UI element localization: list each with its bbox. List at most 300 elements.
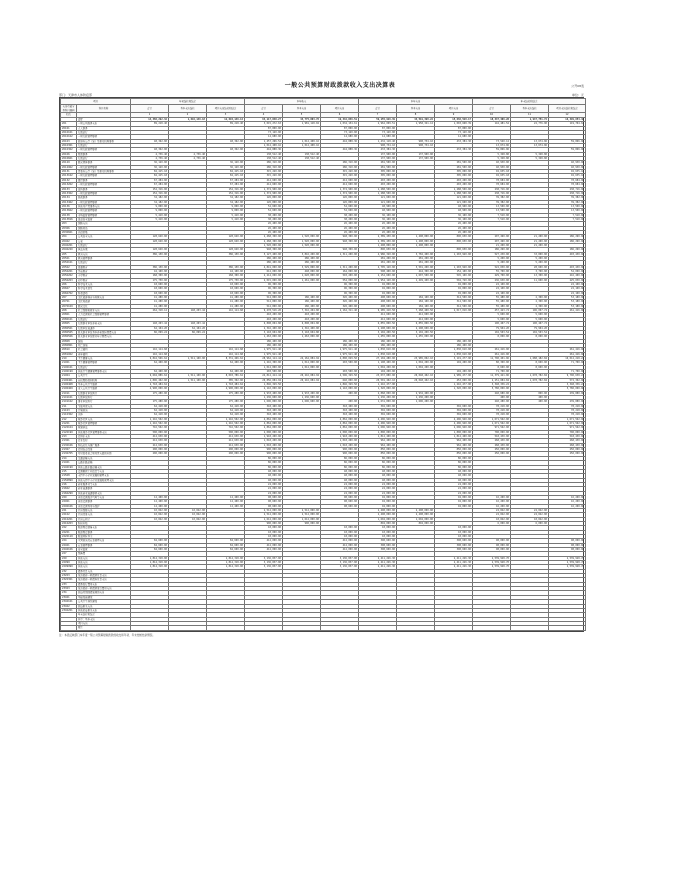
amount-cell: 850,000.00 xyxy=(359,452,397,456)
amount-cell: 1,520,000.00 xyxy=(245,243,283,247)
subject-code: 2130106 xyxy=(61,443,77,447)
subject-code: 210 xyxy=(61,356,77,360)
amount-cell: 13,674.06 xyxy=(473,144,511,148)
amount-cell: 2,862,000.00 xyxy=(245,426,283,430)
amount-cell: 2,015,000.00 xyxy=(245,278,283,282)
subject-code: 2100401 xyxy=(61,378,77,382)
amount-cell: 412,600.00 xyxy=(359,313,397,317)
amount-cell: 4,406,940.00 xyxy=(359,417,397,421)
amount-cell: 73,120.00 xyxy=(245,131,283,135)
amount-cell: 4,990,000.00 xyxy=(131,387,169,391)
amount-cell: 326,400.00 xyxy=(321,304,359,308)
amount-cell: 24,000.00 xyxy=(321,482,359,486)
amount-cell: 239,880.00 xyxy=(549,400,586,404)
amount-cell: 7,316,204.80 xyxy=(283,309,321,313)
amount-cell: 261,416.00 xyxy=(549,348,586,352)
amount-cell: 48,000.00 xyxy=(245,478,283,482)
amount-cell: 403,200.00 xyxy=(435,178,473,182)
amount-cell: 212,630.00 xyxy=(131,439,169,443)
subject-code: 2013402 xyxy=(61,200,77,204)
amount-cell: 4,406,940.00 xyxy=(359,422,397,426)
amount-cell: 9,800.00 xyxy=(131,209,169,213)
column-index: 5 xyxy=(283,113,321,118)
subject-code: 233 xyxy=(61,582,77,586)
amount-cell: 4,406,940.00 xyxy=(435,417,473,421)
subject-code: 20607 xyxy=(61,287,77,291)
amount-cell: 318,400.00 xyxy=(321,409,359,413)
subject-code: 2010302 xyxy=(61,148,77,152)
amount-cell: 1,203,920.00 xyxy=(435,252,473,256)
subject-code: 2080506 xyxy=(61,335,77,339)
subject-code: 20129 xyxy=(61,161,77,165)
amount-cell: 9,800.00 xyxy=(207,204,245,208)
amount-cell: 8,093,786.62 xyxy=(207,374,245,378)
amount-cell: 96,300.00 xyxy=(245,291,283,295)
amount-cell: 9,842,566.62 xyxy=(131,356,169,360)
amount-cell: 186,400.00 xyxy=(283,300,321,304)
amount-cell: 86,000.00 xyxy=(321,465,359,469)
subject-code: 2130705 xyxy=(61,452,77,456)
amount-cell: 121,600.00 xyxy=(435,196,473,200)
amount-cell: 19,342,036.51 xyxy=(321,118,359,122)
header-code: 支出功能分类科目编码 xyxy=(61,105,77,113)
amount-cell: 512,800.00 xyxy=(245,304,283,308)
amount-cell: 13,500.00 xyxy=(549,209,586,213)
amount-cell: 1,012,800.00 xyxy=(245,365,283,369)
amount-cell: 1,216,502.00 xyxy=(207,417,245,421)
amount-cell: 26,400.00 xyxy=(435,226,473,230)
amount-cell: 128,640.00 xyxy=(207,235,245,239)
subject-name: 食品安全监管 xyxy=(77,217,131,221)
amount-cell: 281,500.00 xyxy=(435,161,473,165)
amount-cell: 18,600.00 xyxy=(131,287,169,291)
amount-cell: 18,842.00 xyxy=(511,517,549,521)
amount-cell xyxy=(397,626,435,630)
subject-name: 支持中小企业发展和管理支出 xyxy=(77,474,131,478)
amount-cell: 7,268,400.50 xyxy=(397,309,435,313)
amount-cell: 2,862,000.00 xyxy=(321,426,359,430)
amount-cell: 9,800.00 xyxy=(131,204,169,208)
amount-cell: 92,800.00 xyxy=(359,291,397,295)
amount-cell: 3,529,800.00 xyxy=(283,265,321,269)
header-sub: 项目支出结转和结余 xyxy=(549,105,586,113)
amount-cell: 186,290.00 xyxy=(549,248,586,252)
amount-cell: 138,512.40 xyxy=(283,157,321,161)
amount-cell: 96,300.00 xyxy=(245,287,283,291)
amount-cell: 92,800.00 xyxy=(359,287,397,291)
amount-cell: 412,630.00 xyxy=(131,435,169,439)
amount-cell: 2,000,000.00 xyxy=(245,430,283,434)
amount-cell: 281,500.00 xyxy=(435,165,473,169)
amount-cell: 36,120.00 xyxy=(207,161,245,165)
amount-cell: 250,000.00 xyxy=(549,452,586,456)
amount-cell: 453,000.00 xyxy=(435,378,473,382)
amount-cell: 175,280.00 xyxy=(131,391,169,395)
amount-cell: 16,200.00 xyxy=(549,495,586,499)
amount-cell: 82,415.18 xyxy=(131,174,169,178)
subject-name: 城管执法 xyxy=(77,426,131,430)
amount-cell: 412,000.00 xyxy=(321,548,359,552)
amount-cell: 26,400.00 xyxy=(435,222,473,226)
amount-cell: 1,812,400.00 xyxy=(359,435,397,439)
amount-cell: 314,500.00 xyxy=(435,296,473,300)
amount-cell: 8,331,466.62 xyxy=(207,356,245,360)
subject-name: 一般行政管理事务 xyxy=(77,183,131,187)
amount-cell: 5,348.80 xyxy=(473,152,511,156)
amount-cell: 48,362.00 xyxy=(131,148,169,152)
subject-code: 201 xyxy=(61,122,77,126)
subject-code: 2160299 xyxy=(61,491,77,495)
amount-cell: 400.00 xyxy=(473,396,511,400)
amount-cell: 96,300.00 xyxy=(321,291,359,295)
amount-cell: 82,415.18 xyxy=(131,170,169,174)
amount-cell: 498,600.00 xyxy=(359,300,397,304)
subject-code: 2080801 xyxy=(61,343,77,347)
column-index: 7 xyxy=(359,113,397,118)
amount-cell: 194,200.00 xyxy=(435,361,473,365)
amount-cell: 1,830,610.08 xyxy=(359,348,397,352)
amount-cell: 8,000.00 xyxy=(473,335,511,339)
amount-cell: 554,000.00 xyxy=(321,278,359,282)
amount-cell: 34,182.00 xyxy=(131,196,169,200)
subject-code: 21001 xyxy=(61,361,77,365)
amount-cell: 7,510.00 xyxy=(473,213,511,217)
amount-cell: 4,596,329.50 xyxy=(321,374,359,378)
subject-code: 23402 xyxy=(61,604,77,608)
amount-cell: 168,300.00 xyxy=(131,274,169,278)
amount-cell: 1,216,300.00 xyxy=(245,361,283,365)
amount-cell: 3,118,604.80 xyxy=(245,330,283,334)
subject-code: 20801 xyxy=(61,313,77,317)
amount-cell: 53,180.00 xyxy=(549,304,586,308)
amount-cell: 890,650.00 xyxy=(359,248,397,252)
amount-cell: 38,200.00 xyxy=(321,217,359,221)
amount-cell: 3,118,604.80 xyxy=(283,330,321,334)
amount-cell: 23,037,880.00 xyxy=(359,374,397,378)
amount-cell: 168,300.00 xyxy=(207,274,245,278)
amount-cell: 962,400.00 xyxy=(435,439,473,443)
amount-cell: 102,503.54 xyxy=(473,330,511,334)
amount-cell: 1,018,200.00 xyxy=(245,443,283,447)
amount-cell: 403,200.00 xyxy=(435,183,473,187)
amount-cell: 55,700.00 xyxy=(473,270,511,274)
amount-cell: 314,500.00 xyxy=(435,300,473,304)
subject-code: 224 xyxy=(61,539,77,543)
amount-cell: 1,198,400.00 xyxy=(359,361,397,365)
subject-code: 20134 xyxy=(61,196,77,200)
amount-cell: 281,500.00 xyxy=(359,165,397,169)
amount-cell: 1,814,318.00 xyxy=(207,556,245,560)
amount-cell: 148,203.44 xyxy=(131,322,169,326)
amount-cell: 21,200.00 xyxy=(473,243,511,247)
amount-cell: 16,200.00 xyxy=(473,495,511,499)
amount-cell: 6,000.00 xyxy=(511,521,549,525)
amount-cell: 286,310.00 xyxy=(321,165,359,169)
amount-cell: 1,236,600.00 xyxy=(245,396,283,400)
subject-code: 22401 xyxy=(61,543,77,547)
header-sub: 合计 xyxy=(245,105,283,113)
amount-cell: 1,612,000.00 xyxy=(283,517,321,521)
amount-cell: 326,400.00 xyxy=(321,300,359,304)
amount-cell: 22,100.00 xyxy=(549,287,586,291)
subject-name: 农村综合改革 xyxy=(77,448,131,452)
subject-code: 2210203 xyxy=(61,521,77,525)
amount-cell: 281,200.00 xyxy=(359,261,397,265)
amount-cell: 1,320,000.00 xyxy=(435,387,473,391)
subject-code: 23203 xyxy=(61,574,77,578)
amount-cell: 239,880.00 xyxy=(549,391,586,395)
header-group-closing: 年末结转和结余 xyxy=(473,99,586,105)
amount-cell: 24,812,414.44 xyxy=(245,374,283,378)
column-index: 6 xyxy=(321,113,359,118)
amount-cell: 184,100.00 xyxy=(397,296,435,300)
amount-cell: 2,000,000.00 xyxy=(321,430,359,434)
subject-name: 事业单位医疗 xyxy=(77,400,131,404)
header-sub: 基本支出结转 xyxy=(169,105,207,113)
header-sub: 合计 xyxy=(131,105,169,113)
amount-cell: 850,000.00 xyxy=(435,448,473,452)
subject-code: 232 xyxy=(61,569,77,573)
subject-name: 基础设施建设 xyxy=(77,595,131,599)
amount-cell: 2,411,226.30 xyxy=(359,565,397,569)
amount-cell: 4,862,000.00 xyxy=(245,417,283,421)
amount-cell: 1,374,900.00 xyxy=(321,191,359,195)
amount-cell: 302,600.00 xyxy=(435,413,473,417)
amount-cell: 27,104,280.00 xyxy=(359,356,397,360)
amount-cell: 412,000.00 xyxy=(321,543,359,547)
amount-cell: 152,316.00 xyxy=(207,191,245,195)
subject-code: 216 xyxy=(61,482,77,486)
subject-name: 社会福利 xyxy=(77,348,131,352)
subject-name: 对村民委员会和村党支部的补助 xyxy=(77,452,131,456)
amount-cell: 1,432,118.40 xyxy=(359,139,397,143)
amount-cell: 5,600.00 xyxy=(473,313,511,317)
amount-cell: 152,316.00 xyxy=(207,187,245,191)
amount-cell: 1,511,100.00 xyxy=(169,356,207,360)
subject-code: 2040201 xyxy=(61,243,77,247)
subject-code: 20101 xyxy=(61,126,77,130)
amount-cell: 400.00 xyxy=(511,400,549,404)
amount-cell: 286,310.00 xyxy=(245,165,283,169)
amount-cell: 998,734.10 xyxy=(359,144,397,148)
amount-cell: 512,800.00 xyxy=(245,296,283,300)
subject-code: 20103 xyxy=(61,139,77,143)
amount-cell: 2,498,000.00 xyxy=(397,508,435,512)
header-sub: 项目支出结转和结余 xyxy=(207,105,245,113)
amount-cell: 48,000.00 xyxy=(321,478,359,482)
amount-cell: 121,600.00 xyxy=(359,200,397,204)
column-index: 栏次 xyxy=(61,113,77,118)
amount-cell: 5,600.00 xyxy=(511,317,549,321)
subject-name: 国防动员 xyxy=(77,226,131,230)
subject-code: 220 xyxy=(61,495,77,499)
subject-name: 执法办案 xyxy=(77,248,131,252)
amount-cell: 1,604,000.00 xyxy=(359,517,397,521)
subject-name: 机关事业单位职业年金缴费支出 xyxy=(77,335,131,339)
amount-cell: 138,512.40 xyxy=(245,152,283,156)
column-index: 11 xyxy=(511,113,549,118)
amount-cell: 3,501,200.00 xyxy=(397,265,435,269)
amount-cell: 2,539,928.70 xyxy=(473,565,511,569)
amount-cell: 116,114.68 xyxy=(207,352,245,356)
amount-cell: 700,000.00 xyxy=(549,430,586,434)
amount-cell: 186,400.00 xyxy=(435,339,473,343)
amount-cell: 62,400.00 xyxy=(207,361,245,365)
amount-cell: 41,280.00 xyxy=(131,296,169,300)
amount-cell: 412,000.00 xyxy=(321,539,359,543)
amount-cell: 3,348,336.22 xyxy=(473,382,511,386)
amount-cell: 240,680.00 xyxy=(473,391,511,395)
subject-name: 群众文化 xyxy=(77,304,131,308)
amount-cell: 518,430.00 xyxy=(473,435,511,439)
amount-cell: 41,280.00 xyxy=(207,300,245,304)
amount-cell: 22,100.00 xyxy=(549,283,586,287)
subject-name: 资源勘探工业信息等支出 xyxy=(77,469,131,473)
column-index: 1 xyxy=(131,113,169,118)
amount-cell: 315,220.00 xyxy=(321,170,359,174)
subject-code: 21401 xyxy=(61,461,77,465)
amount-cell: 302,600.00 xyxy=(435,409,473,413)
amount-cell: 5,600.00 xyxy=(511,313,549,317)
amount-cell: 1,520,000.00 xyxy=(283,243,321,247)
amount-cell: 26,400.00 xyxy=(359,226,397,230)
amount-cell: 2,316,400.00 xyxy=(245,326,283,330)
amount-cell: 261,416.00 xyxy=(473,352,511,356)
amount-cell: 7,510.00 xyxy=(473,217,511,221)
amount-cell: 598,400.00 xyxy=(359,270,397,274)
amount-cell: 398,600.00 xyxy=(359,539,397,543)
amount-cell: 200,000.00 xyxy=(131,448,169,452)
amount-cell: 1,288,500.00 xyxy=(359,191,397,195)
amount-cell: 13,300.00 xyxy=(511,274,549,278)
subject-code: 20810 xyxy=(61,348,77,352)
subject-name: 人大事务 xyxy=(77,126,131,130)
amount-cell: 326,400.00 xyxy=(321,296,359,300)
amount-cell: 48,000.00 xyxy=(435,474,473,478)
amount-cell: 55,480.00 xyxy=(473,304,511,308)
amount-cell: 238,716.00 xyxy=(473,191,511,195)
amount-cell: 261,416.00 xyxy=(549,309,586,313)
amount-cell: 78,218.00 xyxy=(549,404,586,408)
amount-cell: 207,490.00 xyxy=(473,235,511,239)
amount-cell: 152,316.00 xyxy=(131,187,169,191)
amount-cell: 2,389,450.00 xyxy=(359,235,397,239)
subject-name: 其他支出 xyxy=(77,565,131,569)
amount-cell: 1,216,502.00 xyxy=(131,422,169,426)
amount-cell: 971,562.00 xyxy=(549,426,586,430)
column-index: 10 xyxy=(473,113,511,118)
amount-cell: 1,846,329.50 xyxy=(245,382,283,386)
amount-cell: 5,410.00 xyxy=(207,213,245,217)
amount-cell: 200.00 xyxy=(321,400,359,404)
amount-cell: 894,000.00 xyxy=(397,521,435,525)
amount-cell: 36,100.00 xyxy=(359,217,397,221)
amount-cell: 1,034,154.61 xyxy=(321,122,359,126)
amount-cell: 43,519,398.22 xyxy=(397,118,435,122)
amount-cell: 1,012,408.16 xyxy=(283,144,321,148)
amount-cell: 52,600.00 xyxy=(245,209,283,213)
amount-cell: 2,606,940.00 xyxy=(435,426,473,430)
amount-cell: 268,430.00 xyxy=(549,439,586,443)
amount-cell: 148,203.44 xyxy=(169,322,207,326)
amount-cell: 412,630.00 xyxy=(207,435,245,439)
amount-cell: 8,600.00 xyxy=(511,361,549,365)
subject-code: 2340101 xyxy=(61,600,77,604)
subject-code: 2010101 xyxy=(61,131,77,135)
amount-cell: 3,119,277.90 xyxy=(435,356,473,360)
subject-code: 20131 xyxy=(61,170,77,174)
amount-cell: 186,400.00 xyxy=(359,339,397,343)
subject-code: 2050203 xyxy=(61,278,77,282)
amount-cell: 2,017,010.08 xyxy=(435,309,473,313)
amount-cell: 41,280.00 xyxy=(207,304,245,308)
amount-cell: 42,100.00 xyxy=(207,270,245,274)
amount-cell: 2,468,300.00 xyxy=(245,239,283,243)
subject-name: 商业流通事务 xyxy=(77,487,131,491)
amount-cell: 87,800.00 xyxy=(245,126,283,130)
amount-cell: 216,400.00 xyxy=(549,274,586,278)
amount-cell: 281,200.00 xyxy=(359,257,397,261)
amount-cell: 78,218.00 xyxy=(473,413,511,417)
amount-cell: 194,200.00 xyxy=(435,369,473,373)
subject-name: 科普活动 xyxy=(77,291,131,295)
amount-cell: 14,680.00 xyxy=(435,135,473,139)
amount-cell: 92,800.00 xyxy=(435,287,473,291)
subject-name: 重大公共卫生服务 xyxy=(77,387,131,391)
subject-code: 23401 xyxy=(61,595,77,599)
amount-cell: 1,374,900.00 xyxy=(245,187,283,191)
header-sub: 基本支出结转 xyxy=(511,105,549,113)
amount-cell: 5,200.00 xyxy=(473,257,511,261)
subject-code: 20808 xyxy=(61,339,77,343)
amount-cell: 87,800.00 xyxy=(321,126,359,130)
subject-code: 2340201 xyxy=(61,608,77,612)
amount-cell: 593,200.00 xyxy=(321,274,359,278)
amount-cell: 16,200.00 xyxy=(473,504,511,508)
amount-cell: 1,975,911.40 xyxy=(245,348,283,352)
amount-cell: 98,600.00 xyxy=(245,495,283,499)
amount-cell: 48,000.00 xyxy=(245,469,283,473)
amount-cell: 142,481.52 xyxy=(473,122,511,126)
amount-cell: 200,000.00 xyxy=(207,448,245,452)
amount-cell: 1,003,668.39 xyxy=(435,122,473,126)
amount-cell: 1,671,562.00 xyxy=(549,422,586,426)
subject-name: 农业农村 xyxy=(77,439,131,443)
subject-name: 科技转化与推广服务 xyxy=(77,443,131,447)
subject-name: 一般公共服务支出 xyxy=(77,122,131,126)
amount-cell: 2,411,226.30 xyxy=(435,561,473,565)
amount-cell: 1,288,500.00 xyxy=(359,187,397,191)
amount-cell: 250,000.00 xyxy=(473,448,511,452)
amount-cell xyxy=(169,626,207,630)
amount-cell: 92,635.18 xyxy=(549,174,586,178)
subject-name: 初中教育 xyxy=(77,278,131,282)
amount-cell: 5,600.00 xyxy=(473,317,511,321)
subject-name: 粮油物资储备支出 xyxy=(77,526,131,530)
amount-cell: 1,374,900.00 xyxy=(245,191,283,195)
amount-cell: 10,842.00 xyxy=(131,513,169,517)
amount-cell: 850,000.00 xyxy=(359,448,397,452)
column-index: 2 xyxy=(169,113,207,118)
amount-cell: 14,680.00 xyxy=(245,135,283,139)
amount-cell: 126,800.00 xyxy=(245,196,283,200)
amount-cell: 7,510.00 xyxy=(549,217,586,221)
amount-cell: 314,500.00 xyxy=(435,304,473,308)
amount-cell: 1,004,200.00 xyxy=(359,365,397,369)
amount-cell: 3,136,837.00 xyxy=(321,561,359,565)
amount-cell: 86,000.00 xyxy=(359,456,397,460)
header-group-expense: 本年支出 xyxy=(359,99,473,105)
